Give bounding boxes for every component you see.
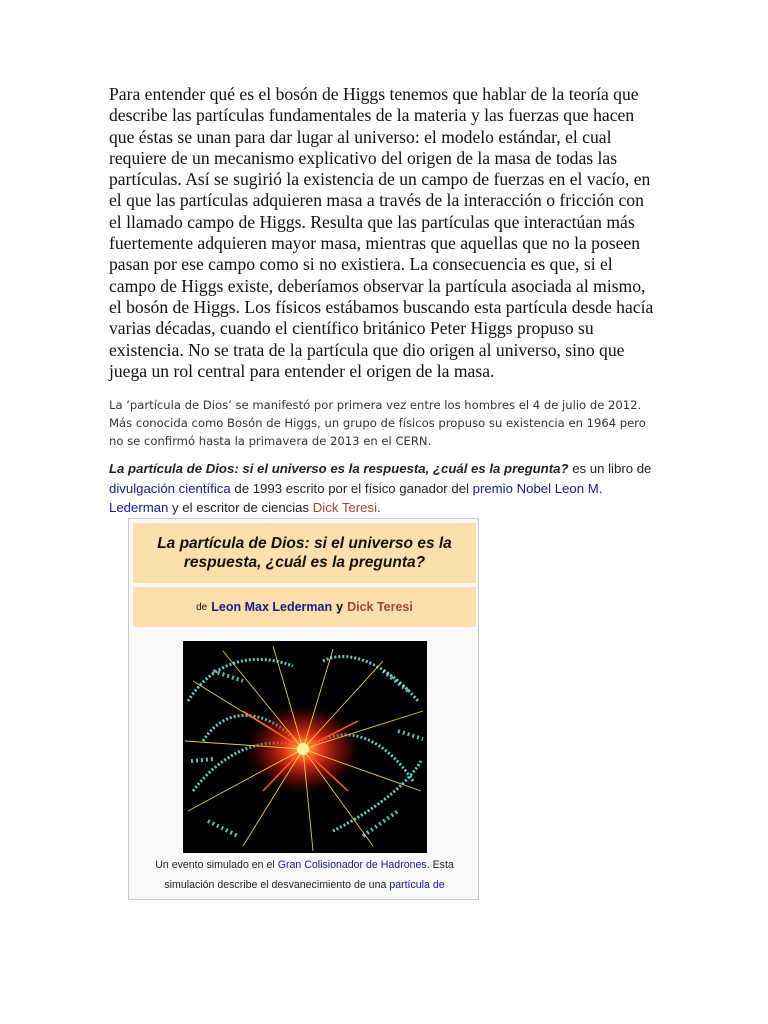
link-particula-de[interactable]: partícula de [389, 879, 445, 891]
link-divulgacion-cientifica[interactable]: divulgación científica [109, 480, 231, 496]
infobox-author-teresi-link[interactable]: Dick Teresi [347, 600, 413, 614]
intro-text-1: es un libro de [568, 461, 652, 476]
particle-collision-illustration [183, 641, 427, 853]
infobox-title: La partícula de Dios: si el universo es la respuesta, ¿cuál es la pregunta? [133, 523, 476, 583]
particle-collision-image [183, 641, 427, 853]
link-premio-nobel-lederman[interactable]: premio Nobel Leon M. Lederman [109, 480, 603, 515]
caption-text-2: . Esta simulación describe el desvanecimiento de una [164, 859, 454, 891]
link-dick-teresi[interactable]: Dick Teresi [312, 500, 378, 515]
main-paragraph: Para entender qué es el bosón de Higgs tenemos que hablar de la teoría que describe las partículas fundamentales de la materia y las fuerzas que hacen que éstas se unan para dar lugar al universo: el modelo estándar, el cual requiere de un mecanismo explicativo del origen de la masa de todas las partículas. Así se sugirió la existencia de un campo de fuerzas en el vacío, en el que las partículas adquieren masa a través de la interacción o fricción con el llamado campo de Higgs. Resulta que las partículas que interactúan más fuertemente adquieren mayor masa, mientras que aquellas que no la poseen pasan por ese campo como si no existiera. La consecuencia es que, si el campo de Higgs existe, deberíamos observar la partícula asociada al mismo, el bosón de Higgs. Los físicos estábamos buscando esta partícula desde hacía varias décadas, cuando el científico británico Peter Higgs propuso su existencia. No se trata de la partícula que dio origen al universo, sino que juega un rol central para entender el origen de la masa. [109, 84, 654, 381]
intro-text-2: de 1993 escrito por el físico ganador del [230, 480, 473, 496]
caption-text-1: Un evento simulado en el [155, 859, 278, 871]
infobox-authors [133, 587, 476, 627]
intro-text-3: y el escritor de ciencias [168, 500, 313, 515]
infobox-author-lederman-link[interactable]: Leon Max Lederman [211, 600, 333, 614]
book-infobox [128, 518, 479, 900]
infobox-by-prefix: de [196, 601, 208, 613]
book-title: La partícula de Dios: si el universo es la respuesta, ¿cuál es la pregunta? [109, 461, 569, 476]
book-intro-paragraph [109, 459, 654, 518]
infobox-conjunction: y [336, 600, 344, 614]
article-caption: La ‘partícula de Dios’ se manifestó por primera vez entre los hombres el 4 de julio de 2012. Más conocida como Bosón de Higgs, un grupo de físicos propuso su existencia en 1964 pero no se confirmó hasta la primavera de 2013 en el CERN. [109, 398, 646, 448]
infobox-caption [139, 855, 470, 895]
link-gran-colisionador[interactable]: Gran Colisionador de Hadrones [277, 859, 427, 871]
intro-text-4: . [377, 500, 381, 515]
